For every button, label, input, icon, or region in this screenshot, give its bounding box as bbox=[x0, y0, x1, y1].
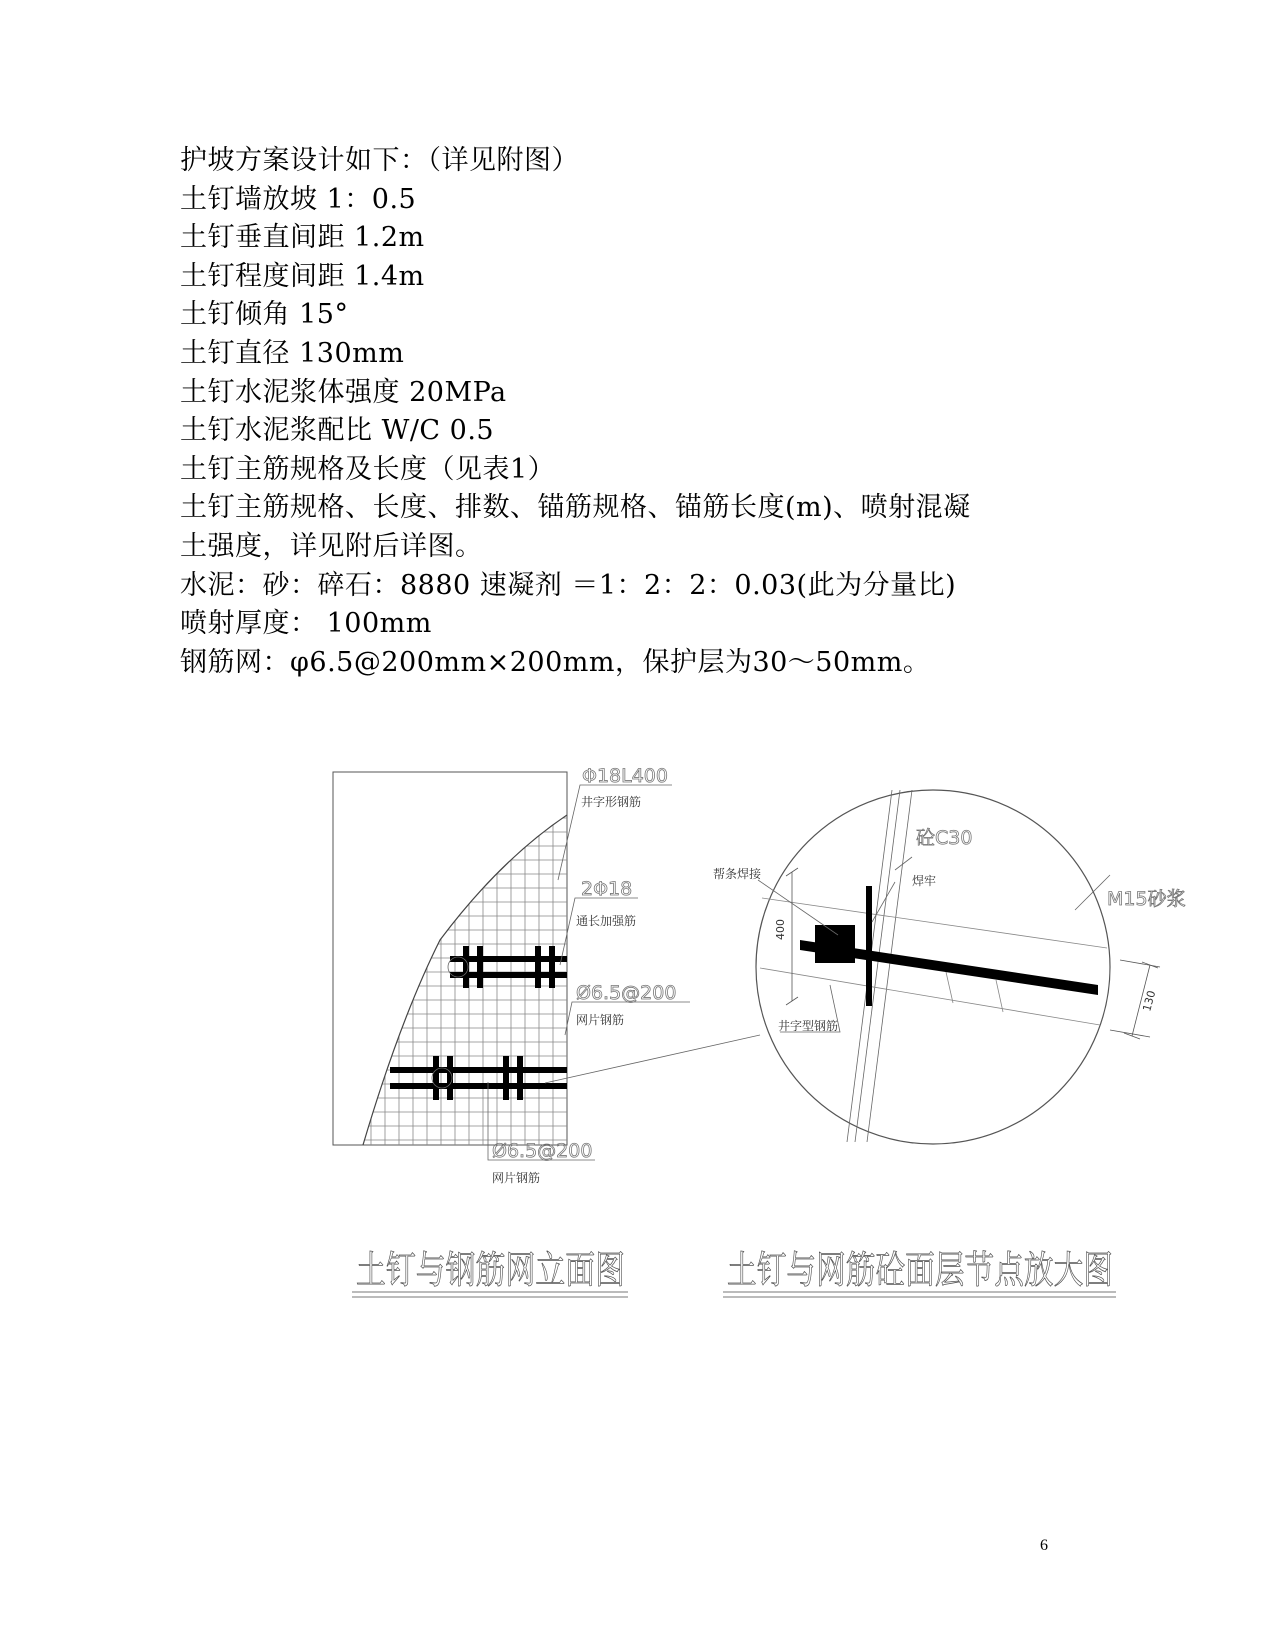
rebar-vertical-upper-4 bbox=[549, 946, 555, 988]
label-top-rebar-note: 井字形钢筋 bbox=[581, 795, 642, 809]
rebar-vertical-upper-2 bbox=[477, 946, 483, 988]
rebar-vertical-lower-3 bbox=[503, 1056, 509, 1100]
label-dim-130: 130 bbox=[1140, 989, 1159, 1013]
label-through-rebar: 2Φ18 bbox=[581, 878, 633, 900]
text-line-mesh: 钢筋网：φ6.5@200mm×200mm，保护层为30～50mm。 bbox=[180, 646, 931, 678]
text-line-slope: 土钉墙放坡 1：0.5 bbox=[180, 183, 417, 215]
text-line-rebar-spec: 土钉主筋规格及长度（见表1） bbox=[180, 453, 556, 485]
rebar-vertical-lower-4 bbox=[517, 1056, 523, 1100]
label-through-rebar-note: 通长加强筋 bbox=[576, 914, 637, 928]
label-mesh-upper-note: 网片钢筋 bbox=[576, 1013, 625, 1027]
text-line-title: 护坡方案设计如下：（详见附图） bbox=[180, 145, 579, 176]
label-weld-strip: 帮条焊接 bbox=[713, 867, 762, 881]
label-weld: 焊牢 bbox=[912, 874, 937, 888]
concrete-face-lines bbox=[847, 790, 912, 1142]
caption-elevation: 土钉与钢筋网立面图 bbox=[356, 1248, 625, 1292]
text-line-horizontal-spacing: 土钉程度间距 1.4m bbox=[180, 260, 425, 292]
soil-nail-elevation-drawing bbox=[333, 765, 690, 1297]
detail-connector-line bbox=[545, 1035, 760, 1083]
rebar-vertical-upper-3 bbox=[535, 946, 541, 988]
text-line-spray-thickness: 喷射厚度： 100mm bbox=[180, 608, 432, 640]
page-number: 6 bbox=[1040, 1537, 1048, 1554]
text-line-vertical-spacing: 土钉垂直间距 1.2m bbox=[180, 222, 425, 254]
label-mesh-lower: Ø6.5@200 bbox=[492, 1140, 593, 1162]
node-detail-drawing bbox=[713, 790, 1186, 1297]
label-mesh-lower-note: 网片钢筋 bbox=[492, 1171, 541, 1185]
text-line-mix-ratio: 水泥：砂：碎石：8880 速凝剂 ＝1：2：2：0.03(此为分量比) bbox=[180, 569, 957, 601]
rebar-vertical-lower-1 bbox=[433, 1056, 439, 1100]
label-mesh-upper: Ø6.5@200 bbox=[576, 982, 677, 1004]
text-line-inclination: 土钉倾角 15° bbox=[180, 299, 349, 331]
label-concrete: 砼C30 bbox=[916, 827, 973, 849]
reinforcement-bars bbox=[390, 946, 567, 1100]
text-line-grout-strength: 土钉水泥浆体强度 20MPa bbox=[180, 376, 507, 408]
caption-node-detail: 土钉与网筋砼面层节点放大图 bbox=[727, 1248, 1113, 1292]
text-line-rebar-detail: 土钉主筋规格、长度、排数、锚筋规格、锚筋长度(m)、喷射混凝 bbox=[180, 492, 971, 524]
rebar-horizontal-lower-2 bbox=[390, 1083, 567, 1089]
text-line-grout-ratio: 土钉水泥浆配比 W/C 0.5 bbox=[180, 415, 495, 447]
text-line-rebar-detail-cont: 土强度，详见附后详图。 bbox=[180, 530, 483, 562]
label-dim-400: 400 bbox=[774, 919, 787, 940]
label-top-rebar: Φ18L400 bbox=[582, 765, 668, 787]
label-grout: M15砂浆 bbox=[1107, 888, 1186, 910]
text-line-diameter: 土钉直径 130mm bbox=[180, 337, 405, 369]
label-well-rebar: 井字型钢筋 bbox=[778, 1019, 839, 1033]
rebar-horizontal-lower-1 bbox=[390, 1067, 567, 1073]
well-rebar-vertical bbox=[866, 886, 872, 1006]
weld-strip-block bbox=[815, 925, 855, 963]
